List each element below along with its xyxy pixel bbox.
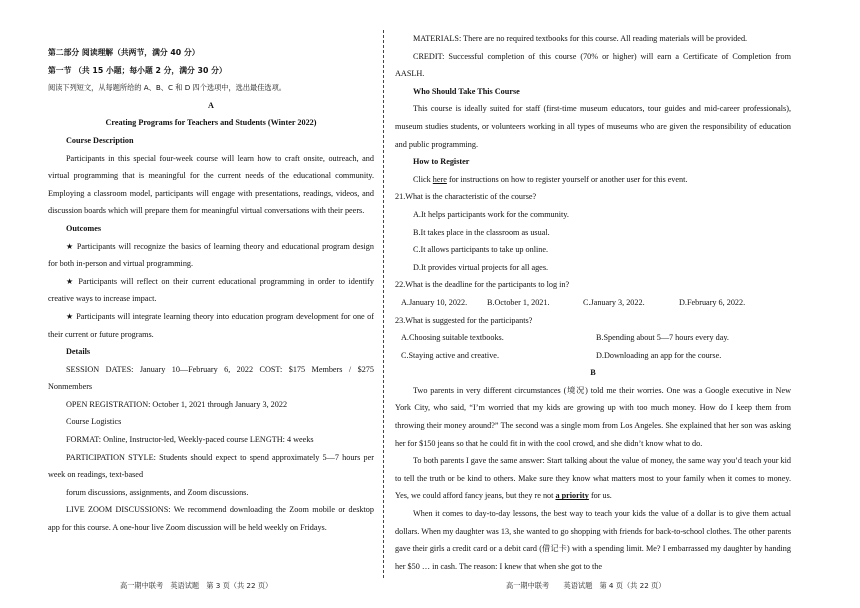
q23-option-b: B.Spending about 5—7 hours every day. [596,333,729,343]
live-zoom: LIVE ZOOM DISCUSSIONS: We recommend downloading the Zoom mobile or desktop app for this course. A one-hour live Zoom discussion will be held weekly on Fridays. [48,505,374,533]
instructions: 阅读下列短文，从每题所给的 A、B、C 和 D 四个选项中，选出最佳选项。 [48,83,286,93]
course-logistics: Course Logistics [66,417,122,427]
subsection-heading: 第一节 （共 15 小题；每小题 2 分，满分 30 分） [48,65,227,75]
participation-style: PARTICIPATION STYLE: Students should expect to spend approximately 5—7 hours per week on readings, text-based [48,452,374,480]
q21-option-d: D.It provides virtual projects for all ages. [413,262,549,272]
who-text: This course is ideally suited for staff (first-time museum educators, tour guides and mid-career professionals), museum studies students, or volunteers working in all types of museums who are given the responsibility of education and public programming. [395,104,791,149]
section-heading: 第二部分 阅读理解（共两节，满分 40 分） [48,48,200,57]
right-footer: 高一期中联考 英语试题 第 4 页（共 22 页） [506,581,666,590]
passage-title: Creating Programs for Teachers and Students (Winter 2022) [105,118,317,128]
question-21: 21.What is the characteristic of the course? [395,192,537,202]
q23-option-a: A.Choosing suitable textbooks. [401,333,504,343]
outcomes-heading: Outcomes [66,223,102,233]
q21-option-c: C.It allows participants to take up online. [413,245,549,255]
q21-option-b: B.It takes place in the classroom as usual. [413,227,550,237]
q23-options-row1 [395,329,791,347]
details-heading: Details [66,347,91,357]
q22-option-a: A.January 10, 2022. [401,297,468,307]
right-column [395,30,791,575]
open-registration: OPEN REGISTRATION: October 1, 2021 through January 3, 2022 [66,399,288,409]
q23-option-c: C.Staying active and creative. [401,350,499,360]
register-pre: Click [413,174,433,184]
format-line: FORMAT: Online, Instructor-led, Weekly-paced course LENGTH: 4 weeks [66,435,314,445]
question-23: 23.What is suggested for the participants? [395,315,533,325]
left-column [48,44,374,537]
outcome-item: ★ Participants will recognize the basics of learning theory and educational program design for both in-person and virtual programming. [48,241,374,269]
q22-option-b: B.October 1, 2021. [487,297,550,307]
passage-label: A [208,100,214,110]
left-footer: 高一期中联考 英语试题 第 3 页（共 22 页） [120,581,273,590]
page-divider [383,30,384,578]
para2-emphasis: a priority [555,491,589,501]
q23-options-row2 [395,347,791,365]
para2-post: for us. [588,491,612,501]
q22-options [395,294,791,312]
register-link[interactable]: here [432,174,447,184]
register-text [395,171,791,189]
participation-style-cont: forum discussions, assignments, and Zoom discussions. [66,487,249,497]
course-description: Participants in this special four-week course will learn how to craft onsite, outreach, and virtual programming that is meaningful for the current needs of the educational community. Employing a classroom model, participants will engage with presentations, readings, videos, and discussion boards which will prepare them for meaningful virtual conversations with their peers. [48,153,374,216]
passage-b-para-2 [395,452,791,505]
q23-option-d: D.Downloading an app for the course. [596,350,722,360]
passage-b-label: B [590,368,596,378]
passage-b-para-1: Two parents in very different circumstances (境况) told me their worries. One was a Google executive in New York City, who said, “I’m worried that my kids are growing up with too much money. How do I keep them from throwing their money around?” The second was a single mom from Los Angeles. She explained that her son was asking her for $150 jeans so that he could fit in with the cool crowd, and she didn’t know what to do. [395,385,791,448]
outcome-item: ★ Participants will reflect on their current educational programming in order to identify creative ways to increase impact. [48,276,374,304]
right-page [395,0,860,608]
course-description-heading: Course Description [66,135,134,145]
session-dates: SESSION DATES: January 10—February 6, 2022 COST: $175 Members / $275 Nonmembers [48,364,374,392]
credit: CREDIT: Successful completion of this course (70% or higher) will earn a Certificate of Completion from AASLH. [395,51,791,79]
outcome-item: ★ Participants will integrate learning theory into education program development for one of their current or future programs. [48,311,374,339]
para2-pre: To both parents I gave the same answer: Start talking about the value of money, the same way you’d teach your kid to tell the truth or be kind to others. Make sure they know what matters most to your family when it comes to money. Yes, we could afford fancy jeans, but they re not [395,456,791,501]
question-22: 22.What is the deadline for the participants to log in? [395,280,570,290]
q21-option-a: A.It helps participants work for the community. [413,209,569,219]
q22-option-d: D.February 6, 2022. [679,297,746,307]
register-heading: How to Register [413,157,470,167]
register-post: for instructions on how to register yourself or another user for this event. [446,174,688,184]
materials: MATERIALS: There are no required textbooks for this course. All reading materials will be provided. [413,34,748,43]
passage-b-para-3: When it comes to day-to-day lessons, the best way to teach your kids the value of a dollar is to give them actual dollars. When my daughter was 13, she wanted to go shopping with friends for back-to-school clothes. The other parents gave their girls a credit card or a debit card (借记卡) with a spending limit. Me? I embarrassed my daughter by handing her $50 … in cash. The reason: I knew that when she got to the [395,509,791,571]
q22-option-c: C.January 3, 2022. [583,297,645,307]
who-heading: Who Should Take This Course [413,86,520,96]
